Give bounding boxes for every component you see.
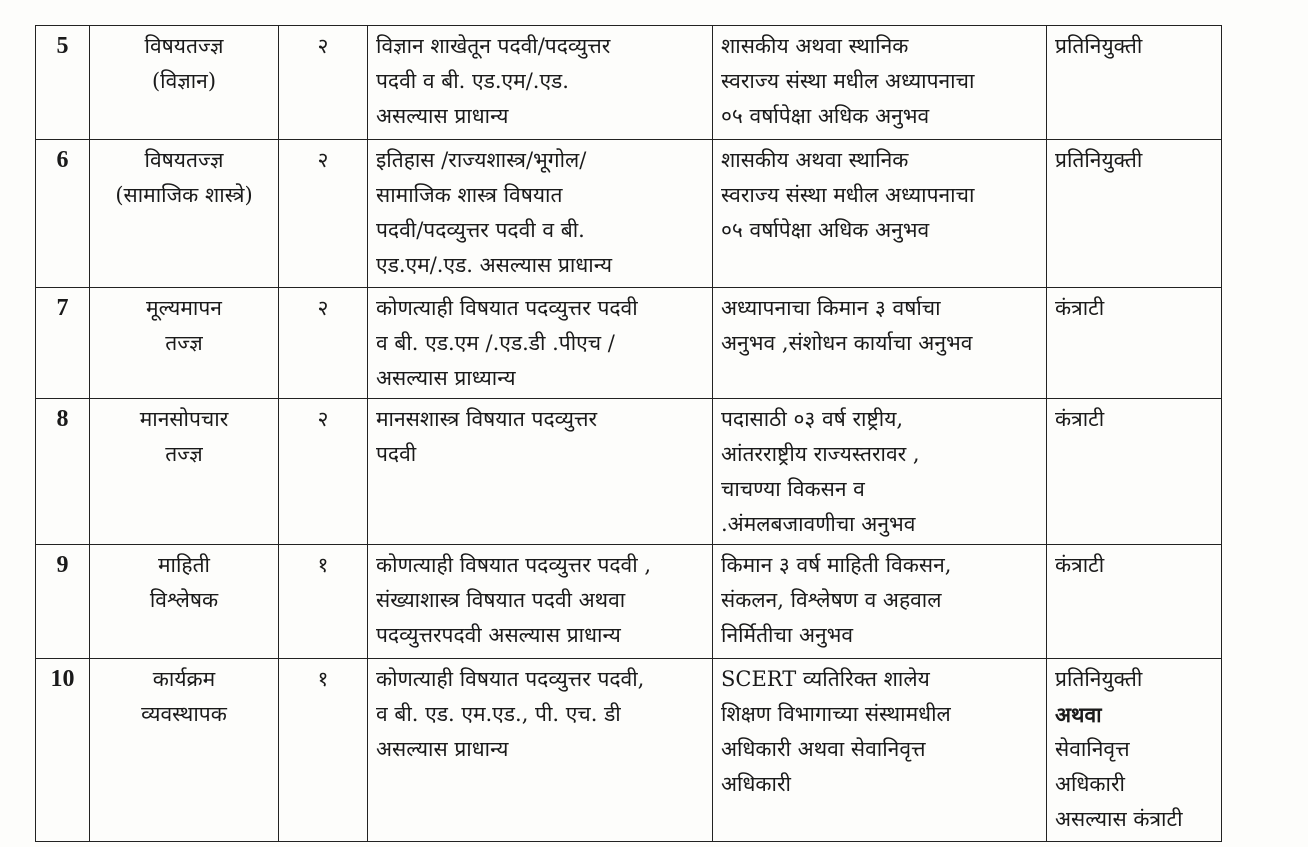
experience-cell bbox=[713, 659, 1047, 842]
qualification-line: व बी. एड.एम /.एड.डी .पीएच / bbox=[376, 331, 615, 355]
post-name-line: तज्ज्ञ bbox=[165, 442, 203, 466]
experience-line: शासकीय अथवा स्थानिक bbox=[721, 148, 909, 172]
appointment-type-cell bbox=[1047, 659, 1222, 842]
row-number-cell: 9 bbox=[36, 545, 90, 659]
qualification-line: सामाजिक शास्त्र विषयात bbox=[376, 183, 563, 207]
experience-line: पदासाठी ०३ वर्ष राष्ट्रीय, bbox=[721, 407, 904, 431]
qualification-line: संख्याशास्त्र विषयात पदवी अथवा bbox=[376, 588, 626, 612]
post-count-cell: २ bbox=[279, 140, 368, 288]
qualification-line: असल्यास प्राधान्य bbox=[376, 737, 509, 761]
qualification-line: कोणत्याही विषयात पदव्युत्तर पदवी bbox=[376, 296, 638, 320]
appointment-type-line: असल्यास कंत्राटी bbox=[1055, 807, 1183, 831]
appointment-type-line: प्रतिनियुक्ती bbox=[1055, 667, 1143, 691]
qualification-line: असल्यास प्राध्यान्य bbox=[376, 366, 516, 390]
qualification-cell bbox=[368, 288, 713, 399]
qualification-cell bbox=[368, 545, 713, 659]
qualification-line: कोणत्याही विषयात पदव्युत्तर पदवी, bbox=[376, 667, 645, 691]
appointment-type-line: प्रतिनियुक्ती bbox=[1055, 148, 1143, 172]
post-name-cell bbox=[90, 659, 279, 842]
qualification-line: पदव्युत्तरपदवी असल्यास प्राधान्य bbox=[376, 623, 621, 647]
qualification-cell bbox=[368, 659, 713, 842]
row-number-cell: 6 bbox=[36, 140, 90, 288]
post-name-line: तज्ज्ञ bbox=[165, 331, 203, 355]
experience-line: आंतरराष्ट्रीय राज्यस्तरावर , bbox=[721, 442, 920, 466]
table-row bbox=[36, 288, 1222, 399]
table-row bbox=[36, 545, 1222, 659]
post-count-cell: २ bbox=[279, 399, 368, 545]
qualification-line: मानसशास्त्र विषयात पदव्युत्तर bbox=[376, 407, 598, 431]
experience-line: निर्मितीचा अनुभव bbox=[721, 623, 854, 647]
qualification-line: इतिहास /राज्यशास्त्र/भूगोल/ bbox=[376, 148, 587, 172]
row-number-cell: 8 bbox=[36, 399, 90, 545]
qualification-line: कोणत्याही विषयात पदव्युत्तर पदवी , bbox=[376, 553, 652, 577]
post-name-cell bbox=[90, 399, 279, 545]
experience-line: अधिकारी bbox=[721, 772, 791, 796]
qualification-cell bbox=[368, 26, 713, 140]
appointment-type-cell bbox=[1047, 545, 1222, 659]
post-count-cell: १ bbox=[279, 659, 368, 842]
experience-cell bbox=[713, 399, 1047, 545]
post-name-line: विषयतज्ज्ञ bbox=[144, 148, 224, 172]
post-name-line: (सामाजिक शास्त्रे) bbox=[115, 183, 253, 207]
appointment-type-line: कंत्राटी bbox=[1055, 553, 1105, 577]
appointment-type-line: अधिकारी bbox=[1055, 772, 1125, 796]
qualification-cell bbox=[368, 140, 713, 288]
experience-line: शिक्षण विभागाच्या संस्थामधील bbox=[721, 702, 951, 726]
experience-line: .अंमलबजावणीचा अनुभव bbox=[721, 512, 916, 536]
post-name-line: कार्यक्रम bbox=[152, 667, 216, 691]
appointment-type-cell bbox=[1047, 399, 1222, 545]
table-body bbox=[36, 26, 1222, 842]
experience-cell bbox=[713, 140, 1047, 288]
post-name-line: मूल्यमापन bbox=[146, 296, 222, 320]
qualification-line: विज्ञान शाखेतून पदवी/पदव्युत्तर bbox=[376, 34, 611, 58]
qualification-line: असल्यास प्राधान्य bbox=[376, 104, 509, 128]
appointment-type-line: कंत्राटी bbox=[1055, 296, 1105, 320]
appointment-type-line: अथवा bbox=[1055, 702, 1102, 727]
post-count-cell: २ bbox=[279, 288, 368, 399]
recruitment-table bbox=[35, 25, 1222, 842]
qualification-line: पदवी व बी. एड.एम/.एड. bbox=[376, 69, 569, 93]
experience-line: चाचण्या विकसन व bbox=[721, 477, 865, 501]
experience-cell bbox=[713, 26, 1047, 140]
experience-line: अनुभव ,संशोधन कार्याचा अनुभव bbox=[721, 331, 973, 355]
post-name-cell bbox=[90, 140, 279, 288]
appointment-type-cell bbox=[1047, 26, 1222, 140]
table-row bbox=[36, 659, 1222, 842]
post-name-line: (विज्ञान) bbox=[151, 69, 217, 93]
post-count-cell: १ bbox=[279, 545, 368, 659]
post-name-line: विषयतज्ज्ञ bbox=[144, 34, 224, 58]
qualification-cell bbox=[368, 399, 713, 545]
experience-line: स्वराज्य संस्था मधील अध्यापनाचा bbox=[721, 69, 975, 93]
experience-line: ०५ वर्षापेक्षा अधिक अनुभव bbox=[721, 218, 930, 242]
appointment-type-cell bbox=[1047, 288, 1222, 399]
row-number-cell: 5 bbox=[36, 26, 90, 140]
post-name-cell bbox=[90, 26, 279, 140]
post-name-cell bbox=[90, 545, 279, 659]
qualification-line: पदवी/पदव्युत्तर पदवी व बी. bbox=[376, 218, 585, 242]
experience-line: SCERT व्यतिरिक्त शालेय bbox=[721, 667, 930, 691]
appointment-type-line: प्रतिनियुक्ती bbox=[1055, 34, 1143, 58]
table-row bbox=[36, 140, 1222, 288]
experience-cell bbox=[713, 288, 1047, 399]
experience-line: ०५ वर्षापेक्षा अधिक अनुभव bbox=[721, 104, 930, 128]
qualification-line: एड.एम/.एड. असल्यास प्राधान्य bbox=[376, 253, 613, 277]
post-name-line: व्यवस्थापक bbox=[141, 702, 227, 726]
experience-line: किमान ३ वर्ष माहिती विकसन, bbox=[721, 553, 952, 577]
qualification-line: पदवी bbox=[376, 442, 417, 466]
experience-cell bbox=[713, 545, 1047, 659]
table-row bbox=[36, 26, 1222, 140]
post-count-cell: २ bbox=[279, 26, 368, 140]
post-name-line: माहिती bbox=[158, 553, 210, 577]
post-name-cell bbox=[90, 288, 279, 399]
row-number-cell: 10 bbox=[36, 659, 90, 842]
post-name-line: मानसोपचार bbox=[139, 407, 229, 431]
appointment-type-cell bbox=[1047, 140, 1222, 288]
appointment-type-line: कंत्राटी bbox=[1055, 407, 1105, 431]
experience-line: शासकीय अथवा स्थानिक bbox=[721, 34, 909, 58]
experience-line: अध्यापनाचा किमान ३ वर्षाचा bbox=[721, 296, 941, 320]
experience-line: अधिकारी अथवा सेवानिवृत्त bbox=[721, 737, 926, 761]
table-row bbox=[36, 399, 1222, 545]
experience-line: स्वराज्य संस्था मधील अध्यापनाचा bbox=[721, 183, 975, 207]
appointment-type-line: सेवानिवृत्त bbox=[1055, 737, 1130, 761]
qualification-line: व बी. एड. एम.एड., पी. एच. डी bbox=[376, 702, 621, 726]
row-number-cell: 7 bbox=[36, 288, 90, 399]
post-name-line: विश्लेषक bbox=[149, 588, 219, 612]
experience-line: संकलन, विश्लेषण व अहवाल bbox=[721, 588, 942, 612]
